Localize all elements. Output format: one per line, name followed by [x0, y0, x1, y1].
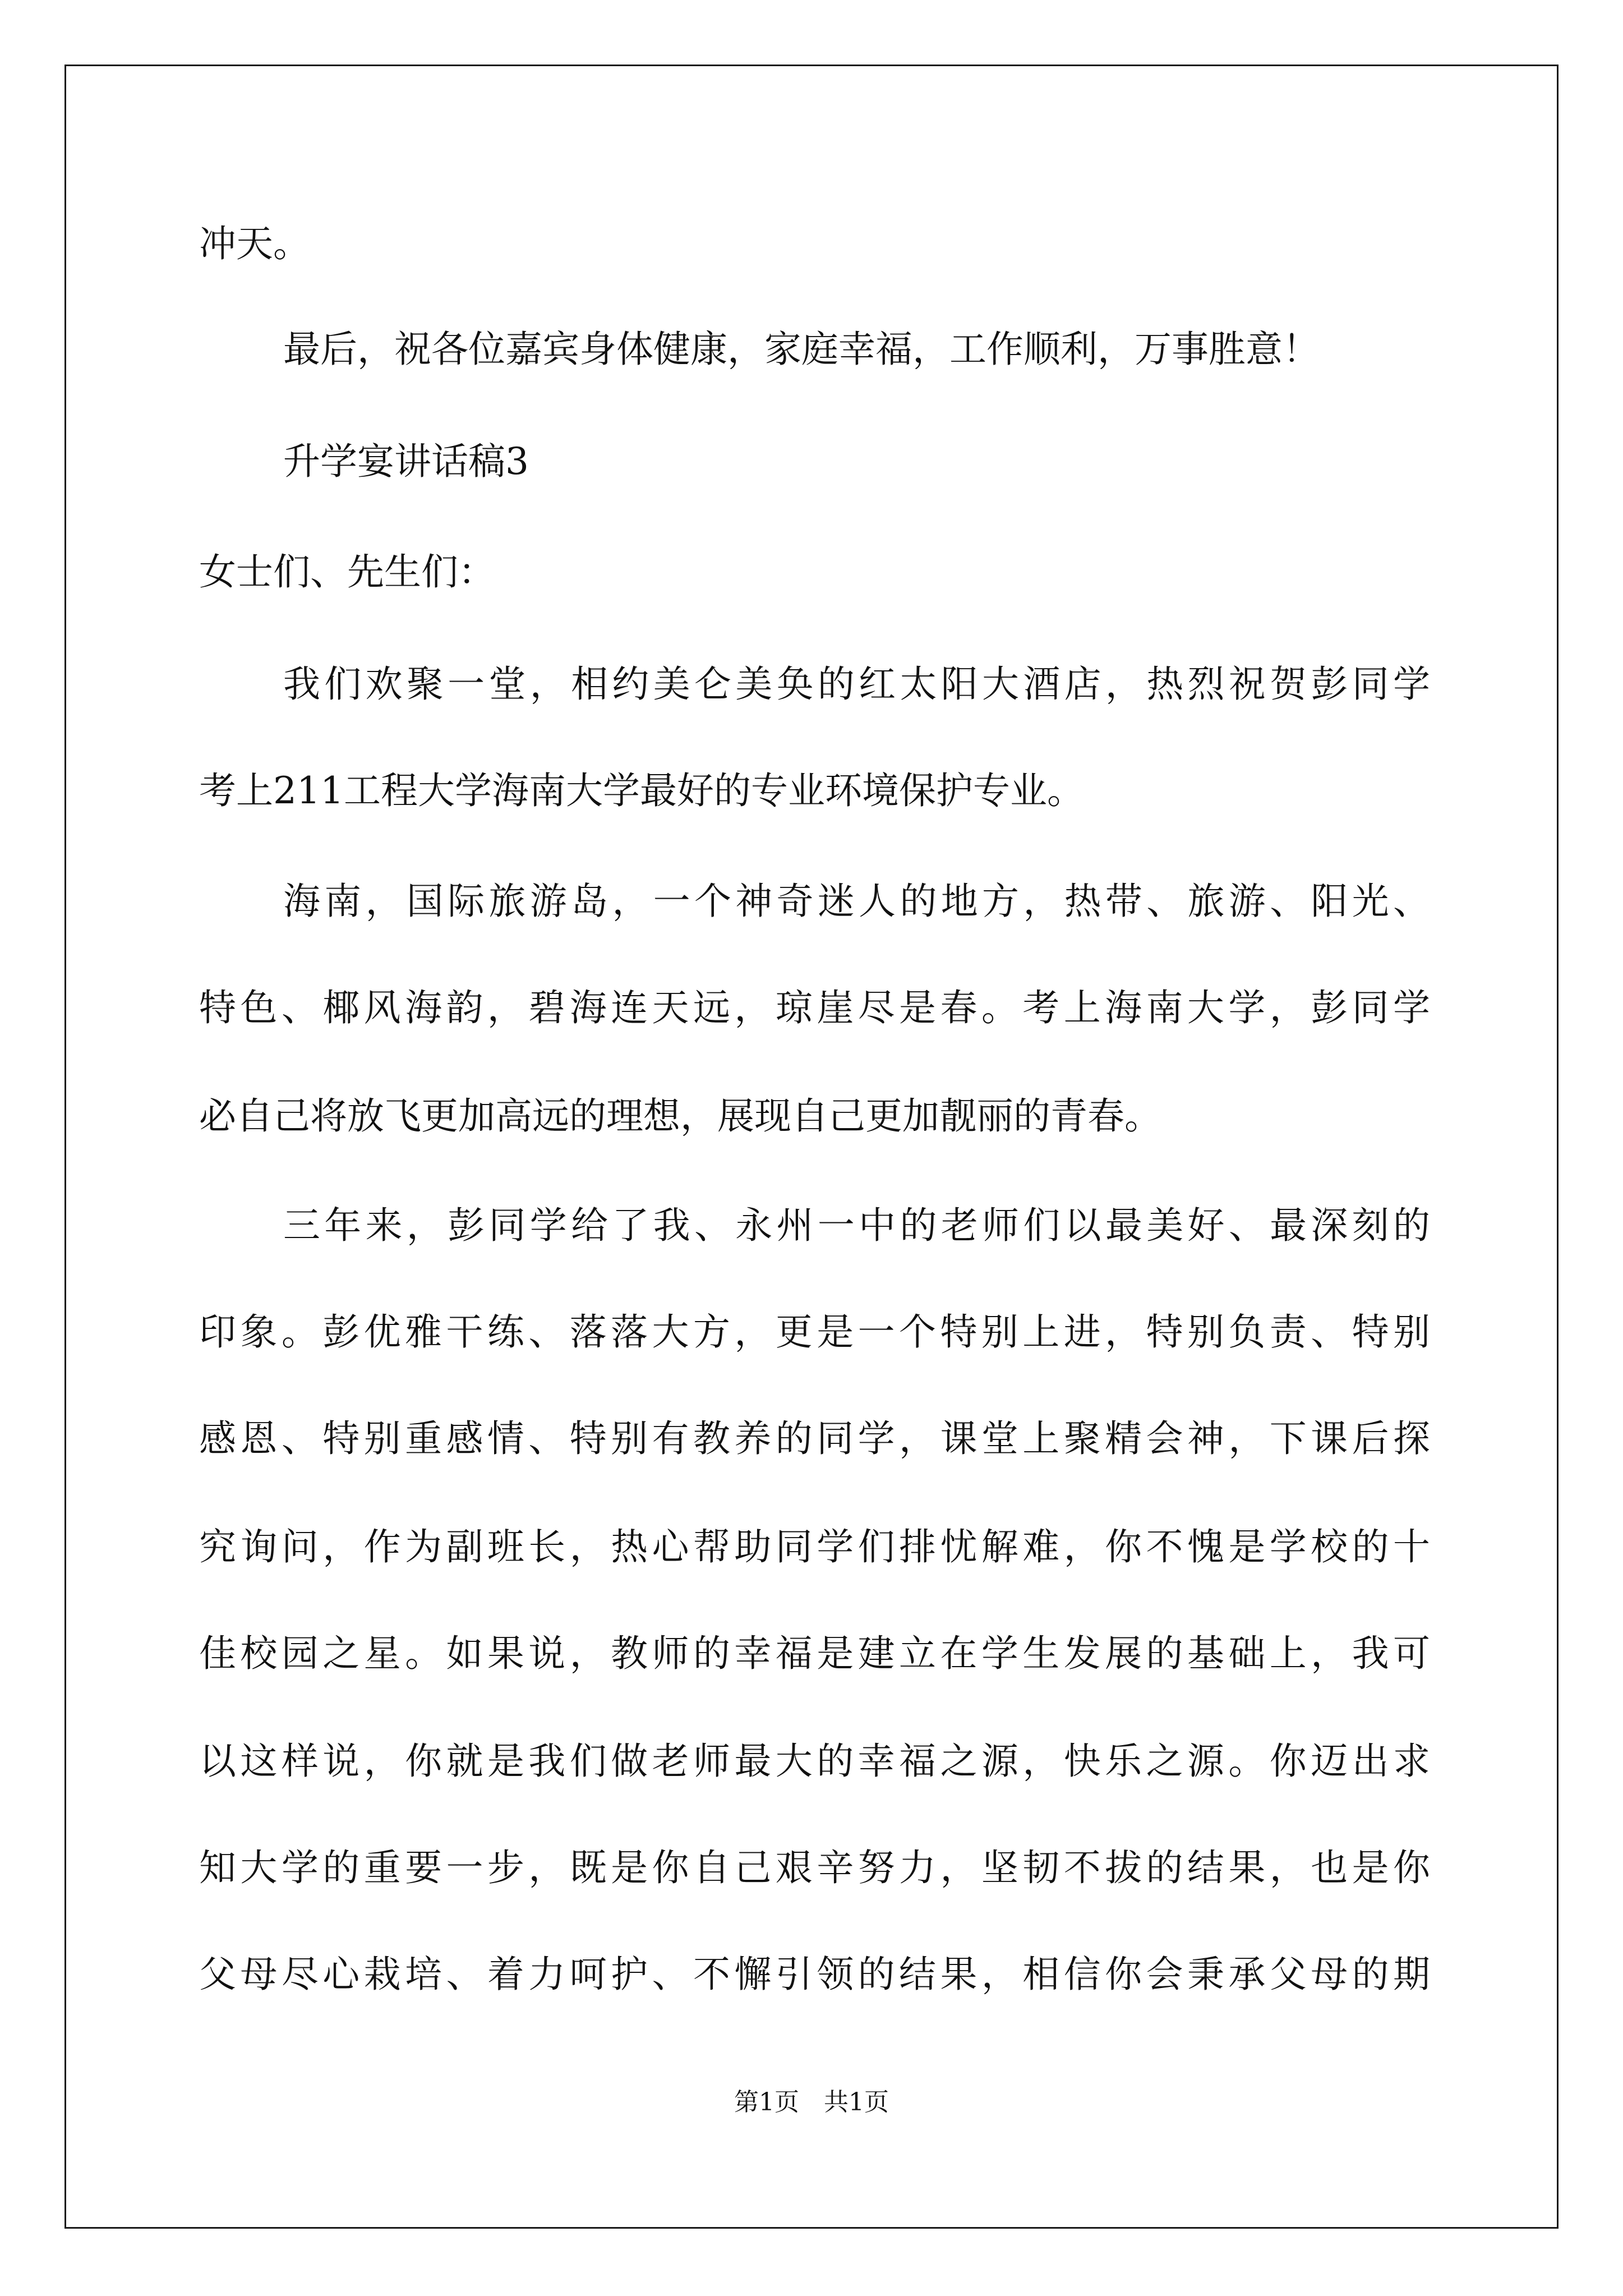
text-line: 三年来，彭同学给了我、永州一中的老师们以最美好、最深刻的 [283, 1204, 1430, 1247]
text-line: 必自己将放飞更加高远的理想，展现自己更加靓丽的青春。 [199, 1094, 1161, 1138]
page-border [64, 65, 1559, 2229]
text-line: 海南，国际旅游岛，一个神奇迷人的地方，热带、旅游、阳光、 [283, 880, 1430, 923]
text-line: 以这样说，你就是我们做老师最大的幸福之源，快乐之源。你迈出求 [199, 1740, 1430, 1783]
section-heading: 升学宴讲话稿3 [283, 440, 529, 483]
text-line: 我们欢聚一堂，相约美仑美奂的红太阳大酒店，热烈祝贺彭同学 [283, 662, 1430, 706]
text-line: 特色、椰风海韵，碧海连天远，琼崖尽是春。考上海南大学，彭同学 [199, 986, 1430, 1029]
text-line: 最后，祝各位嘉宾身体健康，家庭幸福，工作顺利，万事胜意！ [283, 328, 1320, 371]
text-line: 冲天。 [199, 222, 310, 265]
text-line: 考上211工程大学海南大学最好的专业环境保护专业。 [199, 769, 1084, 812]
salutation: 女士们、先生们： [199, 550, 495, 593]
text-line: 佳校园之星。如果说，教师的幸福是建立在学生发展的基础上，我可 [199, 1632, 1430, 1675]
text-line: 感恩、特别重感情、特别有教养的同学，课堂上聚精会神，下课后探 [199, 1417, 1430, 1460]
page-footer: 第1页 共1页 [734, 2088, 889, 2116]
text-line: 父母尽心栽培、着力呵护、不懈引领的结果，相信你会秉承父母的期 [199, 1953, 1430, 1996]
text-line: 印象。彭优雅干练、落落大方，更是一个特别上进，特别负责、特别 [199, 1310, 1430, 1354]
text-line: 知大学的重要一步，既是你自己艰辛努力，坚韧不拔的结果，也是你 [199, 1846, 1430, 1889]
text-line: 究询问，作为副班长，热心帮助同学们排忧解难，你不愧是学校的十 [199, 1525, 1430, 1568]
